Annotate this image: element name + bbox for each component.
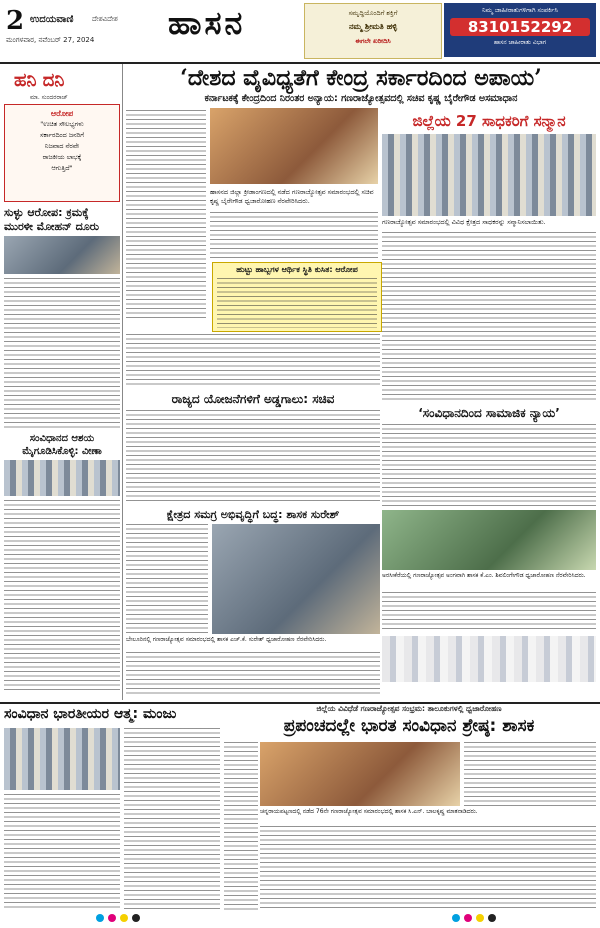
samajika-headline: ‘ಸಂವಿಧಾನದಿಂದ ಸಾಮಾಜಿಕ ನ್ಯಾಯ’ xyxy=(418,406,560,420)
article-body xyxy=(126,652,380,696)
article-body xyxy=(210,212,378,258)
article-body xyxy=(124,728,220,910)
bottom-right-caption: ಚನ್ನರಾಯಪಟ್ಟಣದಲ್ಲಿ ನಡೆದ 76ನೇ ಗಣರಾಜ್ಯೋತ್ಸವ ಸಮಾರಂಭದಲ್ಲಿ ಶಾಸಕ ಸಿ.ಎನ್. ಬಾಲಕೃಷ್ಣ ಮಾತನಾಡಿದರು. xyxy=(260,808,478,815)
hanidani-box xyxy=(4,104,120,202)
registration-mark xyxy=(132,914,140,922)
hanidani-box-line: "ಉಚಿತ ಸೌಲಭ್ಯಗಳು xyxy=(40,120,84,128)
left-photo-2 xyxy=(4,460,120,496)
kshetra-photo xyxy=(212,524,380,634)
main-headline: ‘ದೇಶದ ವೈವಿಧ್ಯತೆಗೆ ಕೇಂದ್ರ ಸರ್ಕಾರದಿಂದ ಅಪಾಯ’ xyxy=(180,65,542,91)
samajika-photo xyxy=(382,510,596,570)
bottom-kicker: ಜಿಲ್ಲೆಯ ವಿವಿಧೆಡೆ ಗಣರಾಜ್ಯೋತ್ಸವ ಸಂಭ್ರಮ: ತಾಲೂಕುಗಳಲ್ಲಿ ಧ್ವಜಾರೋಹಣ xyxy=(316,704,502,713)
section-title: ಹಾಸನ xyxy=(168,4,246,42)
ad2-top: ನಿಮ್ಮ ಜಾಹೀರಾತುಗಳಿಗಾಗಿ ಸಂಪರ್ಕಿಸಿ xyxy=(482,6,558,14)
left-photo xyxy=(4,236,120,274)
samajika-photo-2 xyxy=(382,636,596,682)
registration-mark xyxy=(476,914,484,922)
article-body xyxy=(4,278,120,428)
jilla-photo xyxy=(382,134,596,216)
main-photo xyxy=(210,108,378,184)
samajika-caption: ಅರಸೀಕೆರೆಯಲ್ಲಿ ಗಣರಾಜ್ಯೋತ್ಸವ ಅಂಗವಾಗಿ ಶಾಸಕ ಕೆ.ಎಂ. ಶಿವಲಿಂಗೇಗೌಡ ಧ್ವಜಾರೋಹಣ ನೆರವೇರಿಸಿದರು. xyxy=(382,572,586,579)
bottom-right-photo xyxy=(260,742,460,806)
hanidani-author: ಮಾ. ಸುಂದರರಾಜ್ xyxy=(30,94,68,101)
hanidani-logo: ಹನಿ ದನಿ xyxy=(14,70,65,91)
article-body xyxy=(4,794,120,910)
highlight-box-headline: ಹುಟ್ಟು ಹಾಬ್ಬಗಳ ಆರ್ಥಿಕ ಸ್ಥಿತಿ ಕುಸಿತ: ಆರೋಪ xyxy=(236,265,358,274)
article-body xyxy=(4,500,120,690)
left-headline: ಸುಳ್ಳು ಆರೋಪ: ಕ್ರಮಕ್ಕೆ ಮುರಳೀ ಮೋಹನ್ ದೂರು xyxy=(4,206,100,233)
ad1-line: ಸಮೃದ್ಧಿಯೊಂದಿಗೆ ಶಕ್ತಿಗೆ xyxy=(348,9,398,17)
article-body xyxy=(464,742,596,806)
hanidani-box-line: ಸರ್ಕಾರದಿಂದ ಜನರಿಗೆ xyxy=(39,131,84,139)
registration-mark xyxy=(488,914,496,922)
paper-sub: ದೇಶವಿದೇಶ xyxy=(92,15,118,23)
article-body xyxy=(126,110,206,320)
hanidani-box-line: ರಾಜಕೀಯ ಲಾಭಕ್ಕೆ xyxy=(42,153,82,161)
registration-mark xyxy=(120,914,128,922)
highlight-box xyxy=(212,262,382,332)
hanidani-box-title: ಆರೋಪ xyxy=(50,109,74,118)
article-body xyxy=(217,278,377,328)
registration-mark xyxy=(452,914,460,922)
article-body xyxy=(382,232,596,402)
hanidani-box-line: ನಿಜವಾದ ನೆರವೇ xyxy=(44,142,80,150)
main-subhead: ಕರ್ನಾಟಕಕ್ಕೆ ಕೇಂದ್ರದಿಂದ ನಿರಂತರ ಅನ್ಯಾಯ: ಗಣರಾಜ್ಯೋತ್ಸವದಲ್ಲಿ ಸಚಿವ ಕೃಷ್ಣ ಬೈರೇಗೌಡ ಅಸಮಾಧಾನ xyxy=(204,93,518,104)
yojane-headline: ರಾಜ್ಯದ ಯೋಜನೆಗಳಿಗೆ ಅಡ್ಡಗಾಲು: ಸಚಿವ xyxy=(171,392,335,406)
article-body xyxy=(126,410,380,504)
ad2-foot: ಹಾಸನ ಜಾಹೀರಾತು ವಿಭಾಗ xyxy=(493,39,547,46)
ad1-line: ಈಗಲೇ ಖರೀದಿಸಿ xyxy=(355,37,391,45)
article-body xyxy=(126,524,208,634)
jilla-caption: ಗಣರಾಜ್ಯೋತ್ಸವ ಸಮಾರಂಭದಲ್ಲಿ ವಿವಿಧ ಕ್ಷೇತ್ರದ ಸಾಧಕರನ್ನು ಸನ್ಮಾನಿಸಲಾಯಿತು. xyxy=(382,218,546,226)
jilla-headline: ಜಿಲ್ಲೆಯ 27 ಸಾಧಕರಿಗೆ ಸನ್ಮಾನ xyxy=(412,112,566,130)
bottom-left-photo xyxy=(4,728,120,790)
page-number: 2 xyxy=(6,6,25,36)
registration-mark xyxy=(464,914,472,922)
ad1-line: ನಮ್ಮ ಶ್ರೀಮತಿ ಹಳ್ಳಿ xyxy=(348,22,397,31)
bottom-right-headline: ಪ್ರಪಂಚದಲ್ಲೇ ಭಾರತ ಸಂವಿಧಾನ ಶ್ರೇಷ್ಠ: ಶಾಸಕ xyxy=(283,716,535,736)
advertisement-2 xyxy=(444,3,596,57)
registration-mark xyxy=(108,914,116,922)
advertisement-1 xyxy=(304,3,442,59)
article-body xyxy=(382,424,596,508)
kshetra-caption: ಬೇಲೂರಿನಲ್ಲಿ ಗಣರಾಜ್ಯೋತ್ಸವ ಸಮಾರಂಭದಲ್ಲಿ ಶಾಸಕ ಎಚ್.ಕೆ. ಸುರೇಶ್ ಧ್ವಜಾರೋಹಣ ನೆರವೇರಿಸಿದರು. xyxy=(126,636,327,643)
article-body xyxy=(382,592,596,632)
hanidani-box-line: ಆಗುತ್ತಿದೆ" xyxy=(51,164,73,172)
ad2-phone: 8310152292 xyxy=(450,18,590,36)
date-line: ಮಂಗಳವಾರ, ನವೆಂಬರ್ 27, 2024 xyxy=(6,36,95,44)
paper-name: ಉದಯವಾಣಿ xyxy=(30,14,74,25)
kshetra-headline: ಕ್ಷೇತ್ರದ ಸಮಗ್ರ ಅಭಿವೃದ್ಧಿಗೆ ಬದ್ಧ: ಶಾಸಕ ಸುರೇಶ್ xyxy=(166,508,340,521)
article-body xyxy=(260,826,596,910)
bottom-left-headline: ಸಂವಿಧಾನ ಭಾರತೀಯರ ಆತ್ಮ: ಮಂಜು xyxy=(4,706,177,722)
registration-mark xyxy=(96,914,104,922)
article-body xyxy=(224,742,258,910)
main-photo-caption: ಹಾಸನದ ಜಿಲ್ಲಾ ಕ್ರೀಡಾಂಗಣದಲ್ಲಿ ನಡೆದ ಗಣರಾಜ್ಯೋತ್ಸವ ಸಮಾರಂಭದಲ್ಲಿ ಸಚಿವ ಕೃಷ್ಣ ಬೈರೇಗೌಡ ಧ್ವಜಾರೋಹಣ ನೆರವೇರಿಸಿದರು. xyxy=(210,188,374,205)
article-body xyxy=(126,334,380,388)
left-headline-2: ಸಂವಿಧಾನದ ಆಶಯ ಮೈಗೂಡಿಸಿಕೊಳ್ಳಿ: ವೀಣಾ xyxy=(22,433,102,457)
